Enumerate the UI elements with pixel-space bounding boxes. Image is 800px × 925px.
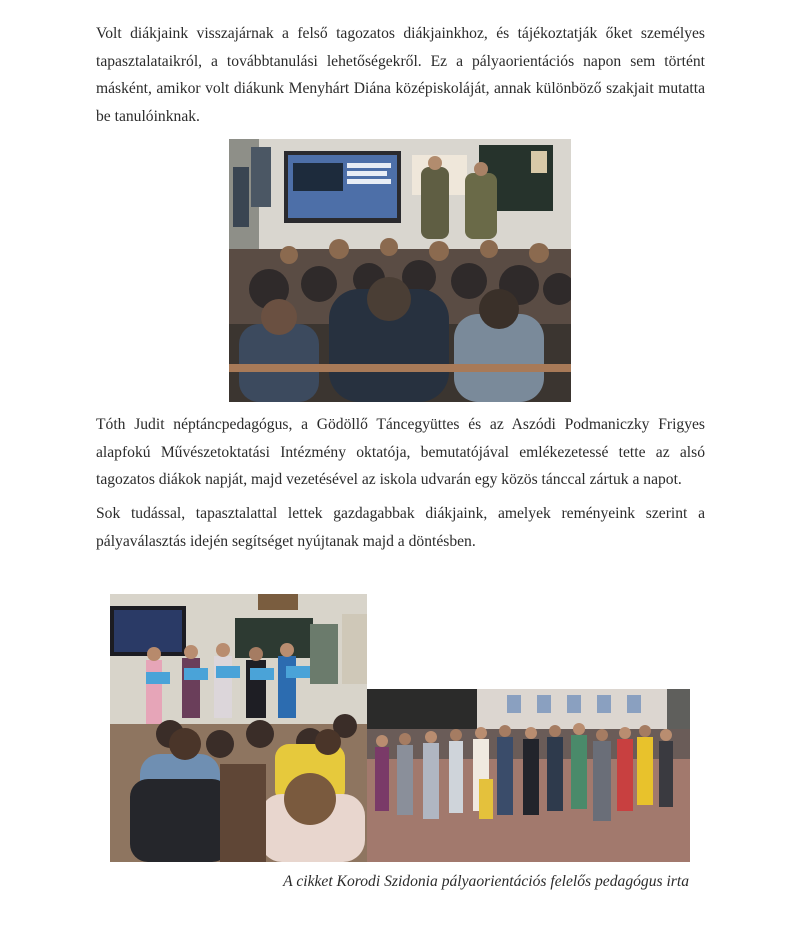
schoolyard-dance-photo <box>367 689 690 862</box>
folk-dance-demo-photo <box>110 594 367 862</box>
classroom-presentation-photo <box>229 139 571 402</box>
paragraph-folk-dance: Tóth Judit néptáncpedagógus, a Gödöllő Táncegyüttes és az Aszódi Podmaniczky Frigyes alapfokú Művészetoktatási Intézmény oktatója, bemutatójával emlékezetessé tette az alsó tagozatos diákok napját, majd vezetésével az iskola udvarán egy közös tánccal zártuk a napot. <box>96 416 705 488</box>
article-author-caption: A cikket Korodi Szidonia pályaorientációs felelős pedagógus irta <box>283 873 689 890</box>
paragraph-closing: Sok tudással, tapasztalattal lettek gazdagabbak diákjaink, amelyek reményeink szerint a pályaválasztás idején segítséget nyújtanak majd a döntésben. <box>96 505 705 550</box>
paragraph-intro: Volt diákjaink visszajárnak a felső tagozatos diákjainkhoz, és tájékoztatják őket személyes tapasztalataikról, a továbbtanulási lehetőségekről. Ez a pályaorientációs napon sem történt másként, amikor volt diákunk Menyhárt Diána középiskoláját, annak különböző szakjait mutatta be tanulóinknak. <box>96 25 705 125</box>
